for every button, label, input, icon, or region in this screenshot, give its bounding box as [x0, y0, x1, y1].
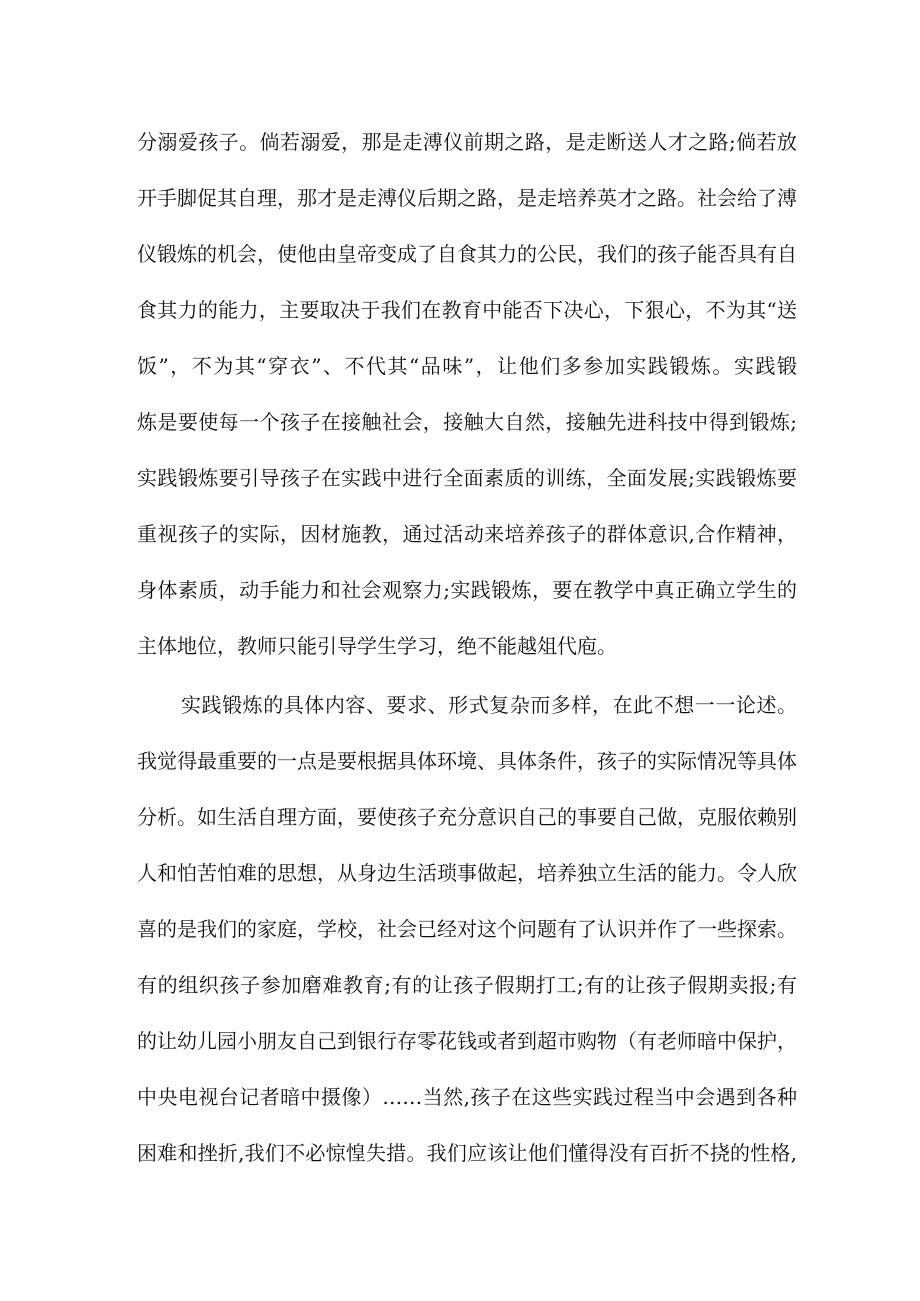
- paragraph-line: 开手脚促其自理，那才是走溥仪后期之路，是走培养英才之路。社会给了溥: [137, 186, 797, 210]
- paragraph-line: 实践锻炼要引导孩子在实践中进行全面素质的训练，全面发展;实践锻炼要: [137, 466, 797, 490]
- paragraph-line: 饭”，不为其“穿衣”、不代其“品味”，让他们多参加实践锻炼。实践锻: [137, 354, 797, 378]
- paragraph-line: 人和怕苦怕难的思想，从身边生活琐事做起，培养独立生活的能力。令人欣: [137, 861, 797, 885]
- paragraph-line: 困难和挫折,我们不必惊惶失措。我们应该让他们懂得没有百折不挠的性格,: [137, 1141, 797, 1165]
- paragraph-line: 身体素质，动手能力和社会观察力;实践锻炼，要在教学中真正确立学生的: [137, 578, 797, 602]
- paragraph-line: 炼是要使每一个孩子在接触社会，接触大自然，接触先进科技中得到锻炼;: [137, 410, 797, 434]
- paragraph-line: 仪锻炼的机会，使他由皇帝变成了自食其力的公民，我们的孩子能否具有自: [137, 242, 797, 266]
- paragraph-line: 分析。如生活自理方面，要使孩子充分意识自己的事要自己做，克服依赖别: [137, 805, 797, 829]
- paragraph-first-line: 实践锻炼的具体内容、要求、形式复杂而多样，在此不想一一论述。: [181, 693, 797, 717]
- paragraph-line: 喜的是我们的家庭，学校，社会已经对这个问题有了认识并作了一些探索。: [137, 917, 797, 941]
- paragraph-2: [137, 677, 797, 1181]
- paragraph-line: 我觉得最重要的一点是要根据具体环境、具体条件，孩子的实际情况等具体: [137, 749, 797, 773]
- paragraph-line: 有的组织孩子参加磨难教育;有的让孩子假期打工;有的让孩子假期卖报;有: [137, 973, 797, 997]
- paragraph-line: 主体地位，教师只能引导学生学习，绝不能越俎代庖。: [137, 634, 617, 658]
- paragraph-line: 食其力的能力，主要取决于我们在教育中能否下决心，下狠心，不为其“送: [137, 298, 797, 322]
- paragraph-line: 的让幼儿园小朋友自己到银行存零花钱或者到超市购物（有老师暗中保护，: [137, 1029, 797, 1053]
- paragraph-line: 重视孩子的实际，因材施教，通过活动来培养孩子的群体意识,合作精神，: [137, 522, 797, 546]
- paragraph-line: 中央电视台记者暗中摄像）……当然,孩子在这些实践过程当中会遇到各种: [137, 1085, 797, 1109]
- paragraph-1: [137, 114, 797, 674]
- paragraph-line: 分溺爱孩子。倘若溺爱，那是走溥仪前期之路，是走断送人才之路;倘若放: [137, 130, 797, 154]
